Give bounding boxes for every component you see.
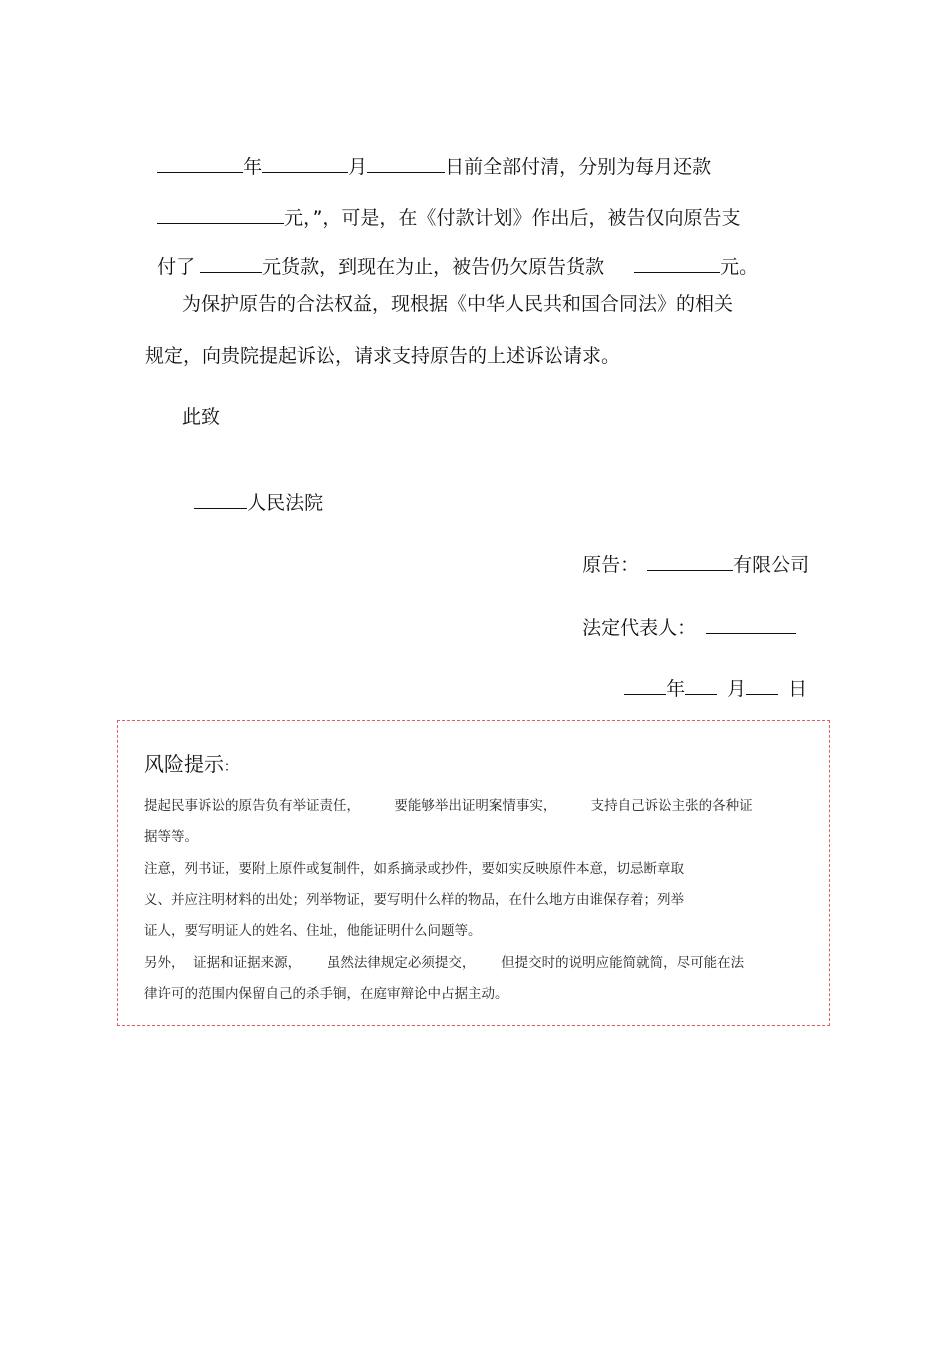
plaintiff-label: 原告： (582, 554, 640, 576)
blank-month[interactable] (262, 154, 348, 173)
line3-suffix: 元。 (720, 256, 759, 278)
risk-line-1: 提起民事诉讼的原告负有举证责任， 要能够举出证明案情事实， 支持自己诉讼主张的各种证 (144, 798, 753, 814)
blank-date-year[interactable] (624, 676, 666, 695)
court-label: 人民法院 (247, 492, 324, 514)
plaintiff-line (570, 528, 809, 577)
para2-line-2: 规定，向贵院提起诉讼，请求支持原告的上述诉讼请求。 (145, 345, 621, 367)
plaintiff-suffix: 有限公司 (733, 554, 810, 576)
date-year-label: 年 (666, 678, 686, 700)
court-line (182, 466, 323, 515)
date-month-label: 月 (727, 678, 747, 700)
blank-day[interactable] (367, 154, 445, 173)
month-label: 月 (348, 156, 368, 178)
legal-rep-label: 法定代表人： (582, 617, 697, 639)
salutation: 此致 (182, 406, 221, 428)
blank-plaintiff-name[interactable] (647, 552, 733, 571)
risk-title (144, 751, 237, 781)
line3-middle: 元货款，到现在为止，被告仍欠原告货款 (262, 256, 605, 278)
body-line-2 (145, 181, 740, 230)
para2-line-1: 为保护原告的合法权益，现根据《中华人民共和国合同法》的相关 (182, 293, 734, 315)
legal-rep-line (570, 591, 796, 640)
blank-monthly-amount[interactable] (157, 205, 284, 224)
blank-date-month[interactable] (685, 676, 717, 695)
risk-title-colon: ： (224, 760, 238, 775)
blank-court[interactable] (194, 490, 247, 509)
blank-paid-amount[interactable] (200, 254, 262, 273)
blank-date-day[interactable] (746, 676, 778, 695)
line2-text: 元，”，可是，在《付款计划》作出后，被告仅向原告支 (284, 207, 741, 229)
risk-title-text: 风险提示 (144, 752, 224, 776)
blank-year[interactable] (157, 154, 243, 173)
risk-notice-box (117, 720, 830, 1026)
year-label: 年 (243, 156, 263, 178)
risk-line-6: 另外， 证据和证据来源， 虽然法律规定必须提交， 但提交时的说明应能简就简，尽可能在法 (144, 955, 745, 971)
body-line-1 (145, 130, 711, 179)
risk-line-4: 义、并应注明材料的出处；列举物证，要写明什么样的物品，在什么地方由谁保存着；列举 (144, 892, 684, 908)
date-line (612, 652, 807, 701)
risk-line-7: 律许可的范围内保留自己的杀手锏，在庭审辩论中占据主动。 (144, 986, 509, 1002)
date-day-label: 日 (788, 678, 808, 700)
blank-legal-rep[interactable] (706, 615, 796, 634)
line1-text: 日前全部付清，分别为每月还款 (445, 156, 712, 178)
line3-prefix: 付了 (157, 256, 196, 278)
risk-line-5: 证人，要写明证人的姓名、住址，他能证明什么问题等。 (144, 923, 482, 939)
blank-owed-amount[interactable] (634, 254, 720, 273)
risk-line-2: 据等等。 (144, 829, 198, 845)
risk-line-3: 注意，列书证，要附上原件或复制件，如系摘录或抄件，要如实反映原件本意，切忌断章取 (144, 861, 684, 877)
body-line-3 (145, 230, 758, 279)
